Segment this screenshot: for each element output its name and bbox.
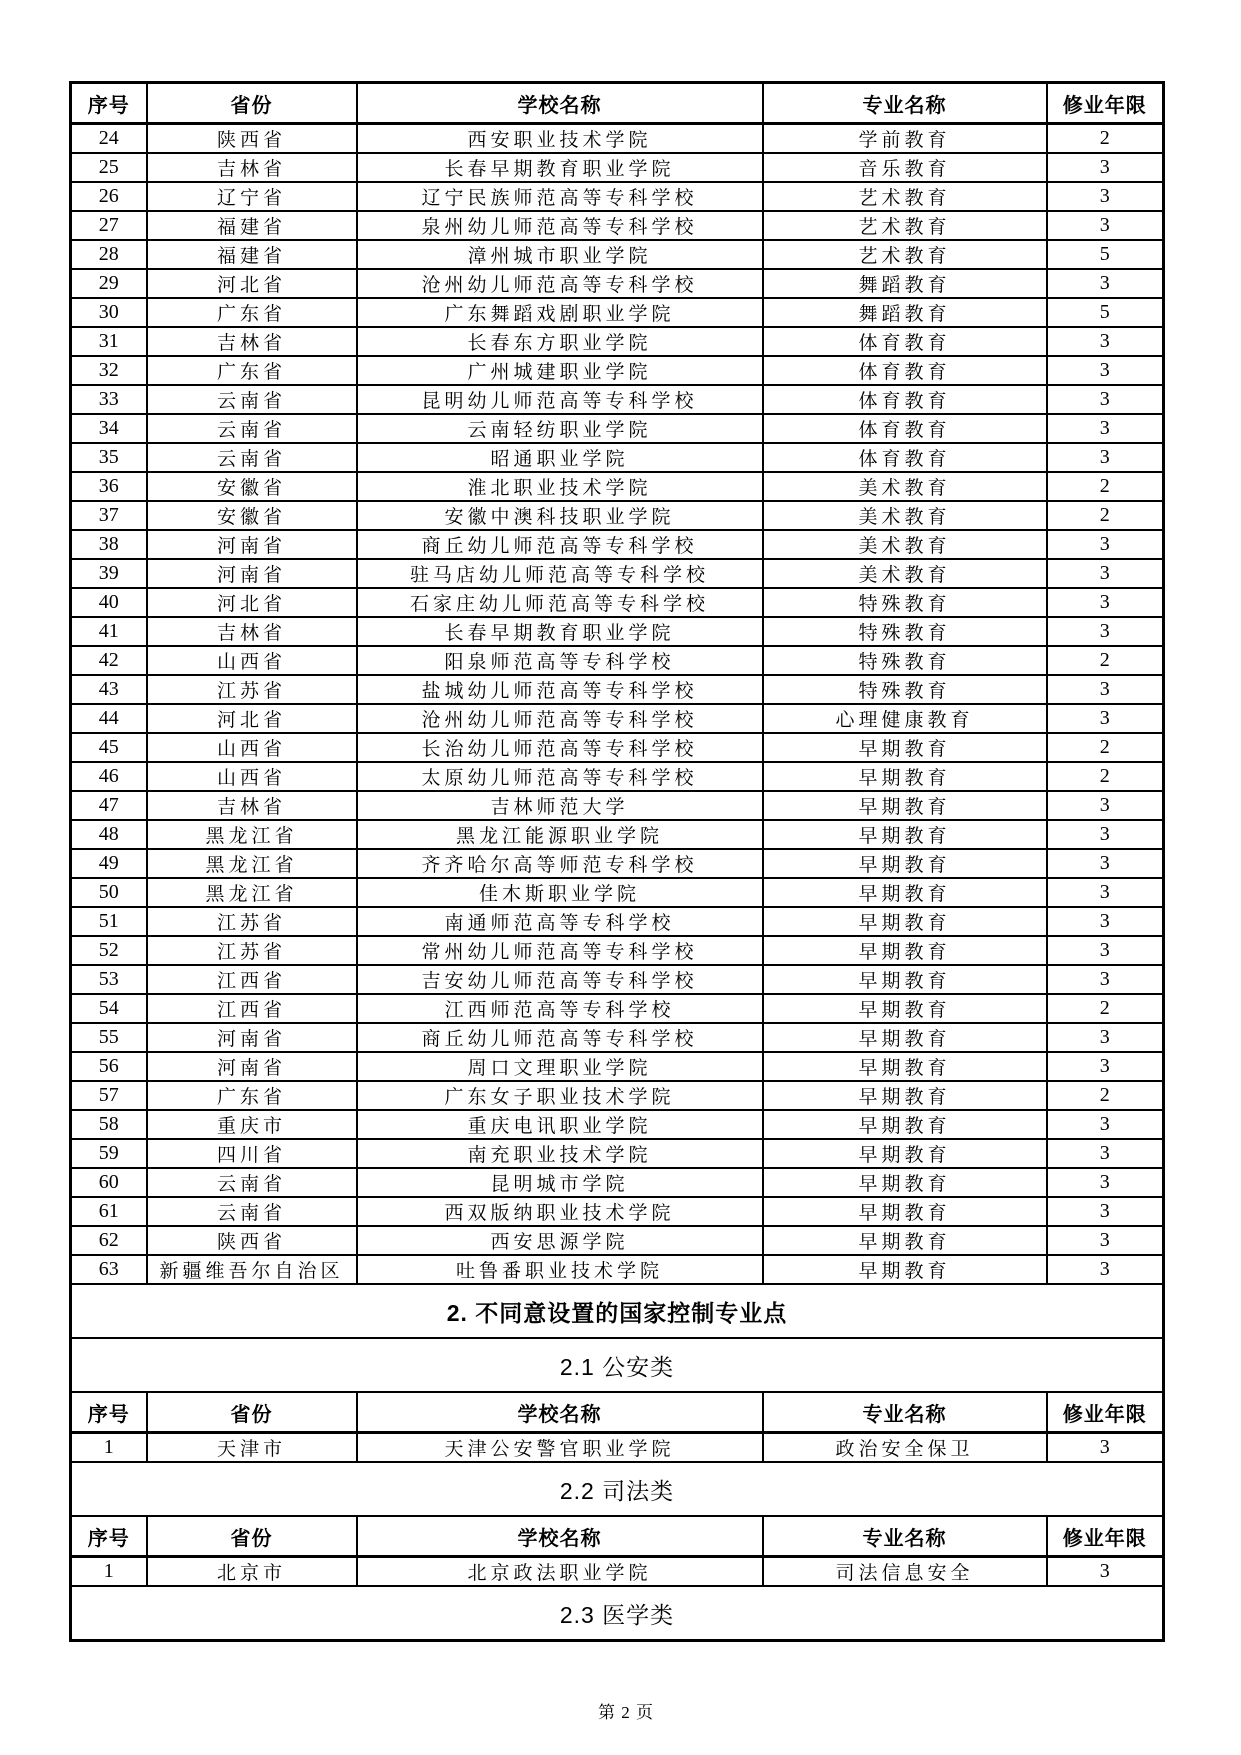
school-cell: 昆明城市学院 [357, 1168, 763, 1197]
subsection-heading: 2.1 公安类 [71, 1338, 1164, 1392]
seq-cell: 32 [71, 356, 147, 385]
table-row [71, 965, 1164, 994]
column-header-seq: 序号 [71, 1392, 147, 1433]
table-row [71, 1081, 1164, 1110]
school-cell: 长春早期教育职业学院 [357, 617, 763, 646]
school-cell: 太原幼儿师范高等专科学校 [357, 762, 763, 791]
table-row [71, 878, 1164, 907]
seq-cell: 28 [71, 240, 147, 269]
years-cell: 3 [1047, 588, 1164, 617]
years-cell: 3 [1047, 1110, 1164, 1139]
seq-cell: 61 [71, 1197, 147, 1226]
province-cell: 陕西省 [147, 1226, 357, 1255]
table-row [71, 733, 1164, 762]
table-row [71, 617, 1164, 646]
major-cell: 艺术教育 [763, 240, 1047, 269]
seq-cell: 44 [71, 704, 147, 733]
table-row [71, 1110, 1164, 1139]
column-header-seq: 序号 [71, 1516, 147, 1557]
province-cell: 辽宁省 [147, 182, 357, 211]
province-cell: 云南省 [147, 443, 357, 472]
table-row [71, 501, 1164, 530]
major-cell: 早期教育 [763, 1052, 1047, 1081]
seq-cell: 51 [71, 907, 147, 936]
subsection-heading: 2.3 医学类 [71, 1586, 1164, 1641]
school-cell: 重庆电讯职业学院 [357, 1110, 763, 1139]
years-cell: 3 [1047, 1557, 1164, 1587]
years-cell: 3 [1047, 269, 1164, 298]
table-row [71, 1433, 1164, 1463]
years-cell: 3 [1047, 211, 1164, 240]
column-header-school: 学校名称 [357, 1516, 763, 1557]
province-cell: 山西省 [147, 762, 357, 791]
province-cell: 陕西省 [147, 124, 357, 154]
major-cell: 早期教育 [763, 762, 1047, 791]
major-cell: 司法信息安全 [763, 1557, 1047, 1587]
school-cell: 昆明幼儿师范高等专科学校 [357, 385, 763, 414]
province-cell: 江西省 [147, 965, 357, 994]
major-cell: 体育教育 [763, 327, 1047, 356]
major-cell: 早期教育 [763, 1139, 1047, 1168]
seq-cell: 35 [71, 443, 147, 472]
major-cell: 艺术教育 [763, 211, 1047, 240]
school-cell: 常州幼儿师范高等专科学校 [357, 936, 763, 965]
seq-cell: 24 [71, 124, 147, 154]
column-header-province: 省份 [147, 83, 357, 124]
seq-cell: 58 [71, 1110, 147, 1139]
school-cell: 北京政法职业学院 [357, 1557, 763, 1587]
seq-cell: 30 [71, 298, 147, 327]
seq-cell: 60 [71, 1168, 147, 1197]
major-cell: 特殊教育 [763, 675, 1047, 704]
seq-cell: 54 [71, 994, 147, 1023]
seq-cell: 27 [71, 211, 147, 240]
major-cell: 早期教育 [763, 1023, 1047, 1052]
major-cell: 早期教育 [763, 936, 1047, 965]
table-row [71, 646, 1164, 675]
approval-list-table [69, 81, 1165, 1642]
province-cell: 河北省 [147, 704, 357, 733]
school-cell: 长春早期教育职业学院 [357, 153, 763, 182]
years-cell: 3 [1047, 965, 1164, 994]
years-cell: 2 [1047, 472, 1164, 501]
table-row [71, 791, 1164, 820]
table-row [71, 675, 1164, 704]
table-row [71, 530, 1164, 559]
school-cell: 商丘幼儿师范高等专科学校 [357, 530, 763, 559]
major-cell: 早期教育 [763, 733, 1047, 762]
major-cell: 早期教育 [763, 791, 1047, 820]
school-cell: 吉安幼儿师范高等专科学校 [357, 965, 763, 994]
table-row [71, 153, 1164, 182]
section-heading: 2. 不同意设置的国家控制专业点 [71, 1284, 1164, 1338]
years-cell: 2 [1047, 124, 1164, 154]
column-header-row [71, 83, 1164, 124]
school-cell: 石家庄幼儿师范高等专科学校 [357, 588, 763, 617]
province-cell: 四川省 [147, 1139, 357, 1168]
years-cell: 3 [1047, 1226, 1164, 1255]
years-cell: 3 [1047, 820, 1164, 849]
school-cell: 黑龙江能源职业学院 [357, 820, 763, 849]
province-cell: 云南省 [147, 1168, 357, 1197]
province-cell: 云南省 [147, 1197, 357, 1226]
table-row [71, 849, 1164, 878]
school-cell: 吉林师范大学 [357, 791, 763, 820]
province-cell: 安徽省 [147, 472, 357, 501]
years-cell: 3 [1047, 907, 1164, 936]
seq-cell: 48 [71, 820, 147, 849]
seq-cell: 34 [71, 414, 147, 443]
school-cell: 盐城幼儿师范高等专科学校 [357, 675, 763, 704]
years-cell: 2 [1047, 1081, 1164, 1110]
province-cell: 吉林省 [147, 153, 357, 182]
seq-cell: 57 [71, 1081, 147, 1110]
school-cell: 西安职业技术学院 [357, 124, 763, 154]
years-cell: 3 [1047, 530, 1164, 559]
school-cell: 西安思源学院 [357, 1226, 763, 1255]
province-cell: 重庆市 [147, 1110, 357, 1139]
major-cell: 艺术教育 [763, 182, 1047, 211]
page-footer [69, 1678, 1162, 1743]
years-cell: 5 [1047, 240, 1164, 269]
major-cell: 早期教育 [763, 878, 1047, 907]
major-cell: 体育教育 [763, 356, 1047, 385]
table-row [71, 1139, 1164, 1168]
province-cell: 吉林省 [147, 791, 357, 820]
major-cell: 早期教育 [763, 849, 1047, 878]
table-row [71, 443, 1164, 472]
province-cell: 河北省 [147, 269, 357, 298]
major-cell: 早期教育 [763, 994, 1047, 1023]
subsection-heading-row [71, 1586, 1164, 1641]
major-cell: 学前教育 [763, 124, 1047, 154]
column-header-major: 专业名称 [763, 1516, 1047, 1557]
seq-cell: 36 [71, 472, 147, 501]
province-cell: 广东省 [147, 1081, 357, 1110]
years-cell: 5 [1047, 298, 1164, 327]
province-cell: 江西省 [147, 994, 357, 1023]
column-header-row [71, 1392, 1164, 1433]
years-cell: 3 [1047, 443, 1164, 472]
table-row [71, 472, 1164, 501]
province-cell: 河北省 [147, 588, 357, 617]
column-header-major: 专业名称 [763, 83, 1047, 124]
column-header-years: 修业年限 [1047, 1516, 1164, 1557]
province-cell: 山西省 [147, 646, 357, 675]
table-row [71, 820, 1164, 849]
subsection-heading: 2.2 司法类 [71, 1462, 1164, 1516]
table-row [71, 327, 1164, 356]
seq-cell: 25 [71, 153, 147, 182]
school-cell: 阳泉师范高等专科学校 [357, 646, 763, 675]
province-cell: 福建省 [147, 211, 357, 240]
major-cell: 美术教育 [763, 472, 1047, 501]
major-cell: 美术教育 [763, 559, 1047, 588]
seq-cell: 46 [71, 762, 147, 791]
table-row [71, 1168, 1164, 1197]
table-row [71, 1052, 1164, 1081]
major-cell: 特殊教育 [763, 617, 1047, 646]
table-row [71, 1557, 1164, 1587]
years-cell: 3 [1047, 1168, 1164, 1197]
seq-cell: 52 [71, 936, 147, 965]
table-row [71, 240, 1164, 269]
table-row [71, 414, 1164, 443]
province-cell: 新疆维吾尔自治区 [147, 1255, 357, 1284]
table-row [71, 1255, 1164, 1284]
province-cell: 福建省 [147, 240, 357, 269]
years-cell: 3 [1047, 791, 1164, 820]
seq-cell: 1 [71, 1557, 147, 1587]
years-cell: 3 [1047, 1197, 1164, 1226]
province-cell: 黑龙江省 [147, 878, 357, 907]
table-row [71, 124, 1164, 154]
major-cell: 早期教育 [763, 1168, 1047, 1197]
province-cell: 黑龙江省 [147, 820, 357, 849]
seq-cell: 26 [71, 182, 147, 211]
major-cell: 体育教育 [763, 443, 1047, 472]
school-cell: 广州城建职业学院 [357, 356, 763, 385]
major-cell: 美术教育 [763, 501, 1047, 530]
major-cell: 心理健康教育 [763, 704, 1047, 733]
years-cell: 3 [1047, 936, 1164, 965]
years-cell: 3 [1047, 1052, 1164, 1081]
school-cell: 沧州幼儿师范高等专科学校 [357, 704, 763, 733]
school-cell: 广东舞蹈戏剧职业学院 [357, 298, 763, 327]
province-cell: 广东省 [147, 298, 357, 327]
province-cell: 云南省 [147, 385, 357, 414]
province-cell: 江苏省 [147, 907, 357, 936]
years-cell: 2 [1047, 994, 1164, 1023]
province-cell: 吉林省 [147, 617, 357, 646]
school-cell: 昭通职业学院 [357, 443, 763, 472]
major-cell: 早期教育 [763, 1226, 1047, 1255]
major-cell: 特殊教育 [763, 646, 1047, 675]
major-cell: 早期教育 [763, 1110, 1047, 1139]
major-cell: 体育教育 [763, 385, 1047, 414]
seq-cell: 59 [71, 1139, 147, 1168]
table-row [71, 762, 1164, 791]
years-cell: 2 [1047, 762, 1164, 791]
major-cell: 早期教育 [763, 1081, 1047, 1110]
years-cell: 3 [1047, 559, 1164, 588]
province-cell: 黑龙江省 [147, 849, 357, 878]
subsection-heading-row [71, 1462, 1164, 1516]
years-cell: 2 [1047, 733, 1164, 762]
table-row [71, 588, 1164, 617]
table-row [71, 211, 1164, 240]
years-cell: 3 [1047, 356, 1164, 385]
table-row [71, 356, 1164, 385]
years-cell: 3 [1047, 1255, 1164, 1284]
years-cell: 3 [1047, 878, 1164, 907]
school-cell: 西双版纳职业技术学院 [357, 1197, 763, 1226]
school-cell: 齐齐哈尔高等师范专科学校 [357, 849, 763, 878]
province-cell: 河南省 [147, 1052, 357, 1081]
seq-cell: 38 [71, 530, 147, 559]
major-cell: 舞蹈教育 [763, 298, 1047, 327]
province-cell: 江苏省 [147, 936, 357, 965]
school-cell: 安徽中澳科技职业学院 [357, 501, 763, 530]
years-cell: 2 [1047, 501, 1164, 530]
school-cell: 江西师范高等专科学校 [357, 994, 763, 1023]
major-cell: 音乐教育 [763, 153, 1047, 182]
seq-cell: 53 [71, 965, 147, 994]
column-header-years: 修业年限 [1047, 83, 1164, 124]
table-row [71, 704, 1164, 733]
subsection-heading-row [71, 1338, 1164, 1392]
school-cell: 天津公安警官职业学院 [357, 1433, 763, 1463]
school-cell: 淮北职业技术学院 [357, 472, 763, 501]
school-cell: 泉州幼儿师范高等专科学校 [357, 211, 763, 240]
column-header-province: 省份 [147, 1516, 357, 1557]
years-cell: 3 [1047, 385, 1164, 414]
major-cell: 早期教育 [763, 1255, 1047, 1284]
years-cell: 3 [1047, 327, 1164, 356]
major-cell: 政治安全保卫 [763, 1433, 1047, 1463]
major-cell: 美术教育 [763, 530, 1047, 559]
column-header-province: 省份 [147, 1392, 357, 1433]
seq-cell: 55 [71, 1023, 147, 1052]
seq-cell: 62 [71, 1226, 147, 1255]
school-cell: 南充职业技术学院 [357, 1139, 763, 1168]
years-cell: 3 [1047, 617, 1164, 646]
province-cell: 广东省 [147, 356, 357, 385]
column-header-row [71, 1516, 1164, 1557]
column-header-school: 学校名称 [357, 83, 763, 124]
school-cell: 长治幼儿师范高等专科学校 [357, 733, 763, 762]
major-cell: 早期教育 [763, 820, 1047, 849]
column-header-years: 修业年限 [1047, 1392, 1164, 1433]
seq-cell: 41 [71, 617, 147, 646]
years-cell: 3 [1047, 1139, 1164, 1168]
table-row [71, 182, 1164, 211]
seq-cell: 42 [71, 646, 147, 675]
major-cell: 早期教育 [763, 965, 1047, 994]
seq-cell: 1 [71, 1433, 147, 1463]
school-cell: 沧州幼儿师范高等专科学校 [357, 269, 763, 298]
major-cell: 体育教育 [763, 414, 1047, 443]
seq-cell: 56 [71, 1052, 147, 1081]
seq-cell: 39 [71, 559, 147, 588]
table-row [71, 936, 1164, 965]
page-number-label: 第 2 页 [598, 1703, 654, 1722]
province-cell: 吉林省 [147, 327, 357, 356]
school-cell: 长春东方职业学院 [357, 327, 763, 356]
school-cell: 佳木斯职业学院 [357, 878, 763, 907]
years-cell: 3 [1047, 1433, 1164, 1463]
province-cell: 天津市 [147, 1433, 357, 1463]
seq-cell: 33 [71, 385, 147, 414]
province-cell: 江苏省 [147, 675, 357, 704]
school-cell: 云南轻纺职业学院 [357, 414, 763, 443]
school-cell: 辽宁民族师范高等专科学校 [357, 182, 763, 211]
province-cell: 云南省 [147, 414, 357, 443]
province-cell: 北京市 [147, 1557, 357, 1587]
table-row [71, 907, 1164, 936]
table-row [71, 385, 1164, 414]
seq-cell: 37 [71, 501, 147, 530]
years-cell: 3 [1047, 414, 1164, 443]
seq-cell: 47 [71, 791, 147, 820]
column-header-school: 学校名称 [357, 1392, 763, 1433]
years-cell: 3 [1047, 675, 1164, 704]
seq-cell: 50 [71, 878, 147, 907]
column-header-seq: 序号 [71, 83, 147, 124]
province-cell: 河南省 [147, 559, 357, 588]
school-cell: 商丘幼儿师范高等专科学校 [357, 1023, 763, 1052]
school-cell: 广东女子职业技术学院 [357, 1081, 763, 1110]
school-cell: 南通师范高等专科学校 [357, 907, 763, 936]
years-cell: 3 [1047, 849, 1164, 878]
province-cell: 山西省 [147, 733, 357, 762]
table-row [71, 559, 1164, 588]
years-cell: 2 [1047, 646, 1164, 675]
table-row [71, 1197, 1164, 1226]
school-cell: 漳州城市职业学院 [357, 240, 763, 269]
major-cell: 舞蹈教育 [763, 269, 1047, 298]
table-row [71, 1226, 1164, 1255]
seq-cell: 43 [71, 675, 147, 704]
table-row [71, 298, 1164, 327]
seq-cell: 31 [71, 327, 147, 356]
years-cell: 3 [1047, 1023, 1164, 1052]
school-cell: 驻马店幼儿师范高等专科学校 [357, 559, 763, 588]
table-row [71, 994, 1164, 1023]
table-row [71, 1023, 1164, 1052]
seq-cell: 40 [71, 588, 147, 617]
major-cell: 早期教育 [763, 1197, 1047, 1226]
table-row [71, 269, 1164, 298]
seq-cell: 49 [71, 849, 147, 878]
school-cell: 吐鲁番职业技术学院 [357, 1255, 763, 1284]
province-cell: 安徽省 [147, 501, 357, 530]
seq-cell: 29 [71, 269, 147, 298]
seq-cell: 45 [71, 733, 147, 762]
province-cell: 河南省 [147, 1023, 357, 1052]
major-cell: 特殊教育 [763, 588, 1047, 617]
years-cell: 3 [1047, 182, 1164, 211]
years-cell: 3 [1047, 704, 1164, 733]
section-heading-row [71, 1284, 1164, 1338]
column-header-major: 专业名称 [763, 1392, 1047, 1433]
school-cell: 周口文理职业学院 [357, 1052, 763, 1081]
province-cell: 河南省 [147, 530, 357, 559]
years-cell: 3 [1047, 153, 1164, 182]
major-cell: 早期教育 [763, 907, 1047, 936]
seq-cell: 63 [71, 1255, 147, 1284]
